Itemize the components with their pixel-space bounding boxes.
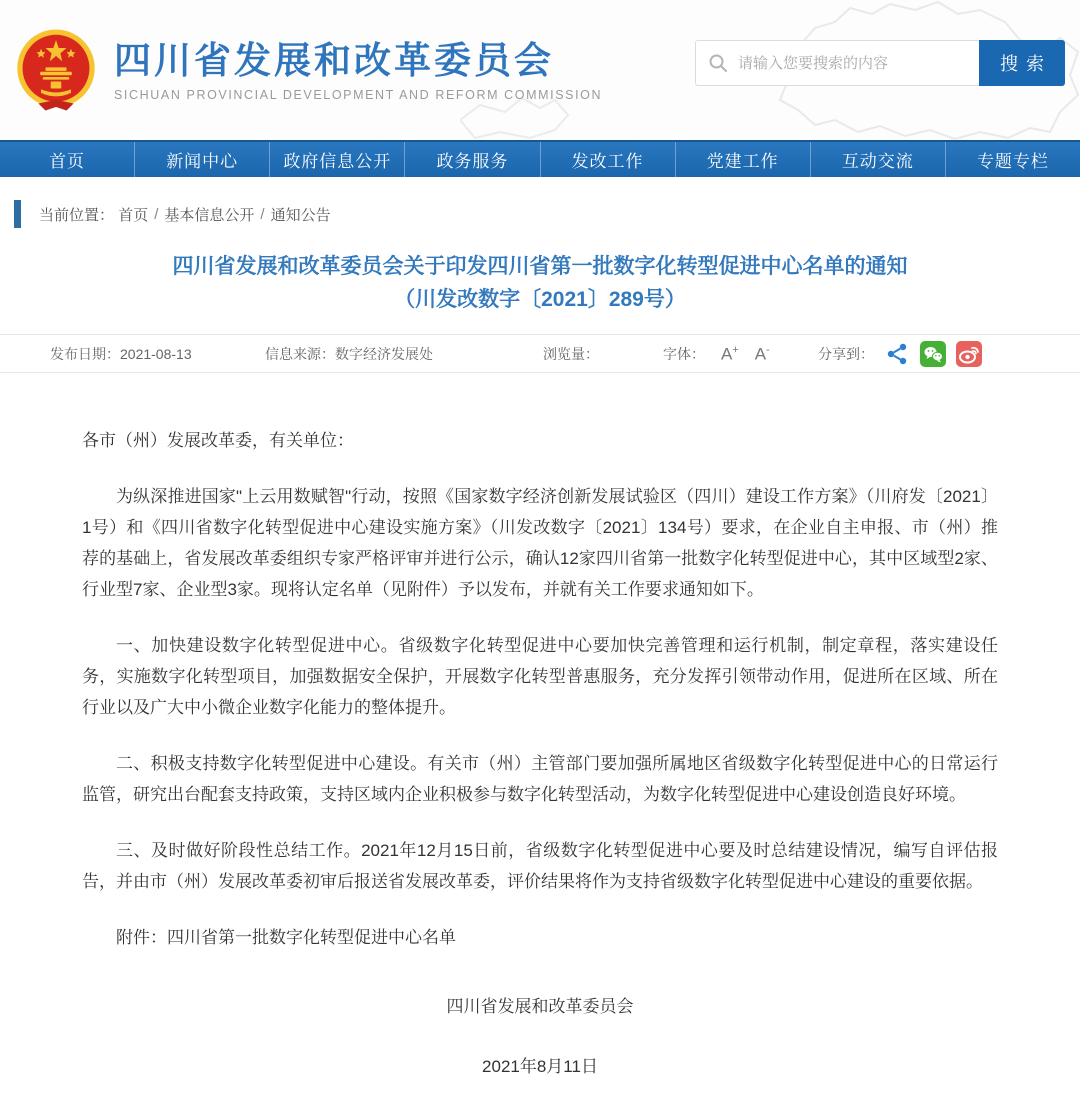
breadcrumb-separator: / [260, 205, 265, 223]
nav-item-ndrc-work[interactable]: 发改工作 [541, 142, 676, 177]
breadcrumb-accent-bar [14, 200, 21, 228]
view-count-label: 浏览量： [543, 345, 599, 362]
site-header [0, 0, 1080, 140]
breadcrumb-separator: / [154, 205, 159, 223]
signature-block [82, 991, 998, 1082]
article-title-line1: 四川省发展和改革委员会关于印发四川省第一批数字化转型促进中心名单的通知 [172, 255, 908, 278]
signature-date: 2021年8月11日 [482, 1057, 598, 1076]
brand [12, 26, 602, 114]
share-controls [818, 341, 992, 367]
breadcrumb-notices[interactable]: 通知公告 [270, 206, 331, 224]
nav-item-home[interactable]: 首页 [0, 142, 135, 177]
nav-item-gov-services[interactable]: 政务服务 [405, 142, 540, 177]
paragraph-item-1: 一、加快建设数字化转型促进中心。省级数字化转型促进中心要加快完善管理和运行机制，制定章程，落实建设任务，实施数字化转型项目，加强数据安全保护，开展数字化转型普惠服务，充分发挥引领带动作用，促进所在区域、所在行业以及广大中小微企业数字化能力的整体提升。 [82, 636, 998, 717]
breadcrumb [14, 200, 1080, 228]
signature-org: 四川省发展和改革委员会 [446, 997, 634, 1016]
salutation: 各市（州）发展改革委，有关单位： [82, 431, 354, 450]
paragraph-item-3: 三、及时做好阶段性总结工作。2021年12月15日前，省级数字化转型促进中心要及时总结建设情况，编写自评估报告，并由市（州）发展改革委初审后报送省发展改革委，评价结果将作为支持省级数字化转型促进中心建设的重要依据。 [82, 841, 998, 891]
paragraph-intro: 为纵深推进国家"上云用数赋智"行动，按照《国家数字经济创新发展试验区（四川）建设工作方案》（川府发〔2021〕1号）和《四川省数字化转型促进中心建设实施方案》（川发改数字〔2021〕134号）要求，在企业自主申报、市（州）推荐的基础上，省发展改革委组织专家严格评审并进行公示，确认12家四川省第一批数字化转型促进中心，其中区域型2家、行业型7家、企业型3家。现将认定名单（见附件）予以发布，并就有关工作要求通知如下。 [82, 487, 998, 599]
wechat-share-icon[interactable] [920, 341, 946, 367]
site-search [695, 40, 1065, 86]
site-subtitle: SICHUAN PROVINCIAL DEVELOPMENT AND REFORM COMMISSION [114, 87, 603, 102]
article-title-line2: （川发改数字〔2021〕289号） [394, 288, 686, 311]
article-meta-bar [0, 334, 1080, 373]
main-nav [0, 140, 1080, 177]
publish-date: 发布日期：2021-08-13 [50, 345, 192, 362]
nav-item-party-building[interactable]: 党建工作 [676, 142, 811, 177]
breadcrumb-basic-info[interactable]: 基本信息公开 [164, 206, 255, 224]
site-title: 四川省发展和改革委员会 [114, 39, 554, 81]
article-body [0, 373, 1080, 1082]
font-size-controls [663, 344, 818, 364]
nav-item-special-topics[interactable]: 专题专栏 [976, 152, 1049, 171]
font-decrease-button[interactable]: A- [754, 343, 770, 364]
search-box [695, 40, 979, 86]
search-button[interactable]: 搜索 [979, 40, 1065, 86]
font-increase-button[interactable]: A+ [721, 343, 739, 364]
attachment-line: 附件：四川省第一批数字化转型促进中心名单 [116, 928, 456, 947]
paragraph-item-2: 二、积极支持数字化转型促进中心建设。有关市（州）主管部门要加强所属地区省级数字化转型促进中心的日常运行监管，研究出台配套支持政策，支持区域内企业积极参与数字化转型活动，为数字化转型促进中心建设创造良好环境。 [82, 754, 998, 804]
share-label: 分享到： [818, 345, 874, 362]
share-icon[interactable] [884, 341, 910, 367]
article-title [0, 250, 1080, 316]
search-input[interactable] [738, 55, 967, 72]
brand-text [114, 39, 602, 102]
nav-item-news-center[interactable]: 新闻中心 [135, 142, 270, 177]
breadcrumb-label: 当前位置： [39, 206, 115, 224]
nav-item-interaction[interactable]: 互动交流 [811, 142, 946, 177]
weibo-share-icon[interactable] [956, 341, 982, 367]
font-size-label: 字体： [663, 345, 705, 362]
national-emblem-logo [12, 26, 100, 114]
search-icon [708, 53, 728, 73]
breadcrumb-home[interactable]: 首页 [118, 206, 149, 224]
info-source: 信息来源：数字经济发展处 [265, 345, 433, 362]
nav-item-gov-info-disclosure[interactable]: 政府信息公开 [270, 142, 405, 177]
